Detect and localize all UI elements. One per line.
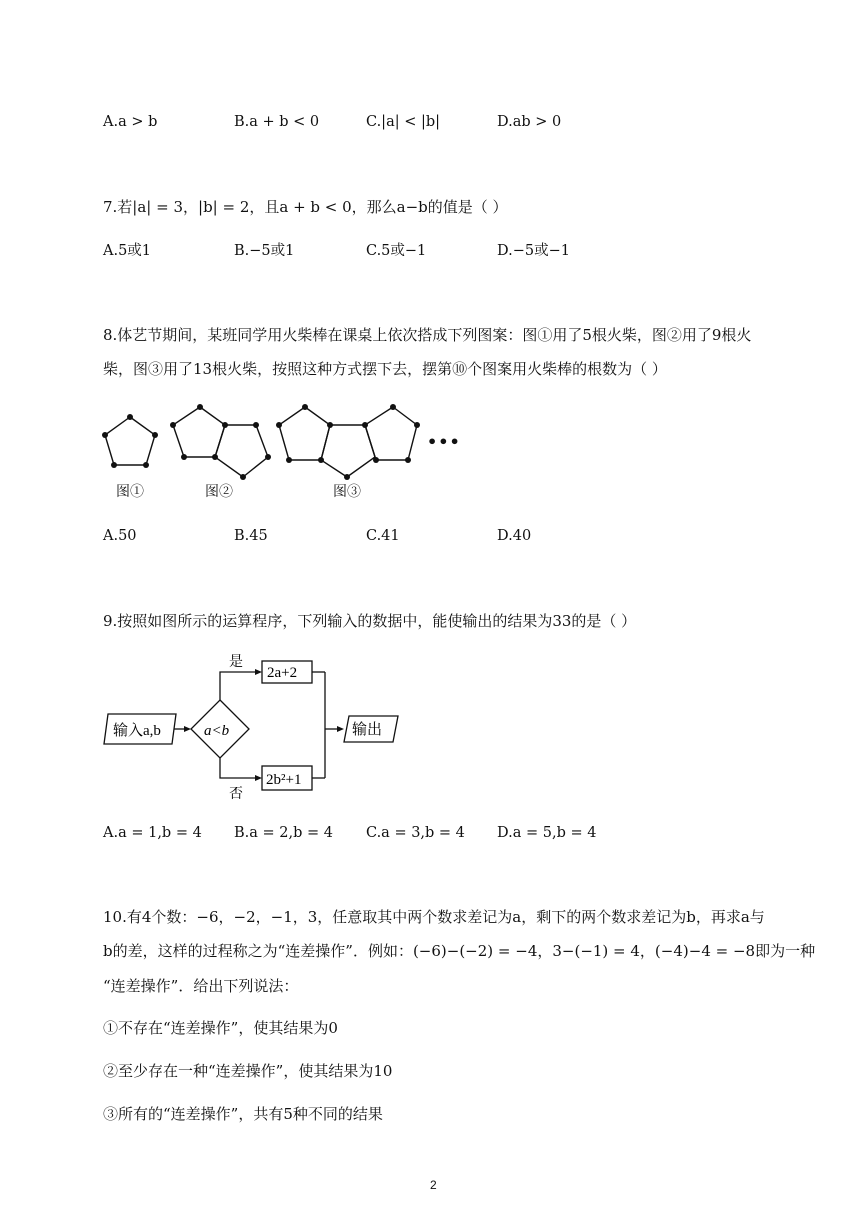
q8-stem-line2: 柴，图③用了13根火柴，按照这种方式摆下去，摆第⑩个图案用火柴棒的根数为（ ） bbox=[103, 360, 667, 378]
q8-option-c: C.41 bbox=[366, 528, 400, 544]
figure-3-caption: 图③ bbox=[333, 484, 361, 500]
figure-3-dots bbox=[276, 404, 420, 480]
q9-option-b: B.a = 2,b = 4 bbox=[234, 825, 333, 841]
q9-option-c: C.a = 3,b = 4 bbox=[366, 825, 465, 841]
figure-3-pentagons bbox=[279, 407, 417, 477]
q8-option-a: A.50 bbox=[103, 528, 137, 544]
q7-option-c: C.5或−1 bbox=[366, 243, 427, 259]
q10-line2: b的差，这样的过程称之为“连差操作”．例如：(−6)−(−2) = −4，3−(−1) = 4，(−4)−4 = −8即为一种 bbox=[103, 942, 816, 960]
q10-statement-3: ③所有的“连差操作”，共有5种不同的结果 bbox=[103, 1105, 383, 1123]
q9-stem: 9.按照如图所示的运算程序，下列输入的数据中，能使输出的结果为33的是（ ） bbox=[103, 612, 637, 630]
q7-option-b: B.−5或1 bbox=[234, 243, 295, 259]
figure-1-pentagon bbox=[105, 417, 155, 465]
flowchart-yes-label: 是 bbox=[229, 655, 243, 670]
q8-stem-line1: 8.体艺节期间，某班同学用火柴棒在课桌上依次搭成下列图案：图①用了5根火柴，图②用了9根火 bbox=[103, 326, 752, 344]
q9-option-a: A.a = 1,b = 4 bbox=[103, 825, 202, 841]
q9-option-d: D.a = 5,b = 4 bbox=[497, 825, 597, 841]
q10-statement-1: ①不存在“连差操作”，使其结果为0 bbox=[103, 1019, 338, 1037]
figure-2-caption: 图② bbox=[205, 484, 233, 500]
q8-option-d: D.40 bbox=[497, 528, 532, 544]
figure-1-dots bbox=[102, 414, 158, 468]
flowchart-condition-label: a<b bbox=[204, 723, 230, 739]
flowchart-no-box-label: 2b²+1 bbox=[266, 772, 302, 788]
q10-statement-2: ②至少存在一种“连差操作”，使其结果为10 bbox=[103, 1062, 393, 1080]
q6-option-d: D.ab > 0 bbox=[497, 114, 562, 130]
q10-line3: “连差操作”．给出下列说法： bbox=[103, 977, 299, 995]
q7-option-a: A.5或1 bbox=[103, 243, 152, 259]
q8-option-b: B.45 bbox=[234, 528, 268, 544]
flowchart-output-label: 输出 bbox=[352, 722, 383, 738]
q6-option-a: A.a > b bbox=[103, 114, 158, 130]
figure-2-dots bbox=[170, 404, 271, 480]
q7-stem: 7.若|a| = 3，|b| = 2，且a + b < 0，那么a−b的值是（ ） bbox=[103, 198, 508, 216]
flowchart-no-label: 否 bbox=[229, 787, 243, 802]
q6-option-c: C.|a| < |b| bbox=[366, 114, 441, 130]
q10-line1: 10.有4个数：−6，−2，−1，3，任意取其中两个数求差记为a，剩下的两个数求差记为b，再求a与 bbox=[103, 908, 765, 926]
flowchart bbox=[100, 648, 420, 804]
flowchart-yes-box-label: 2a+2 bbox=[267, 665, 298, 681]
figure-ellipsis: ••• bbox=[427, 432, 461, 451]
q7-option-d: D.−5或−1 bbox=[497, 243, 570, 259]
matchstick-figures bbox=[95, 395, 465, 505]
q6-option-b: B.a + b < 0 bbox=[234, 114, 320, 130]
flowchart-input-label: 输入a,b bbox=[113, 723, 161, 739]
figure-1-caption: 图① bbox=[116, 484, 144, 500]
page-number: 2 bbox=[430, 1178, 437, 1192]
figure-2-pentagons bbox=[173, 407, 268, 477]
